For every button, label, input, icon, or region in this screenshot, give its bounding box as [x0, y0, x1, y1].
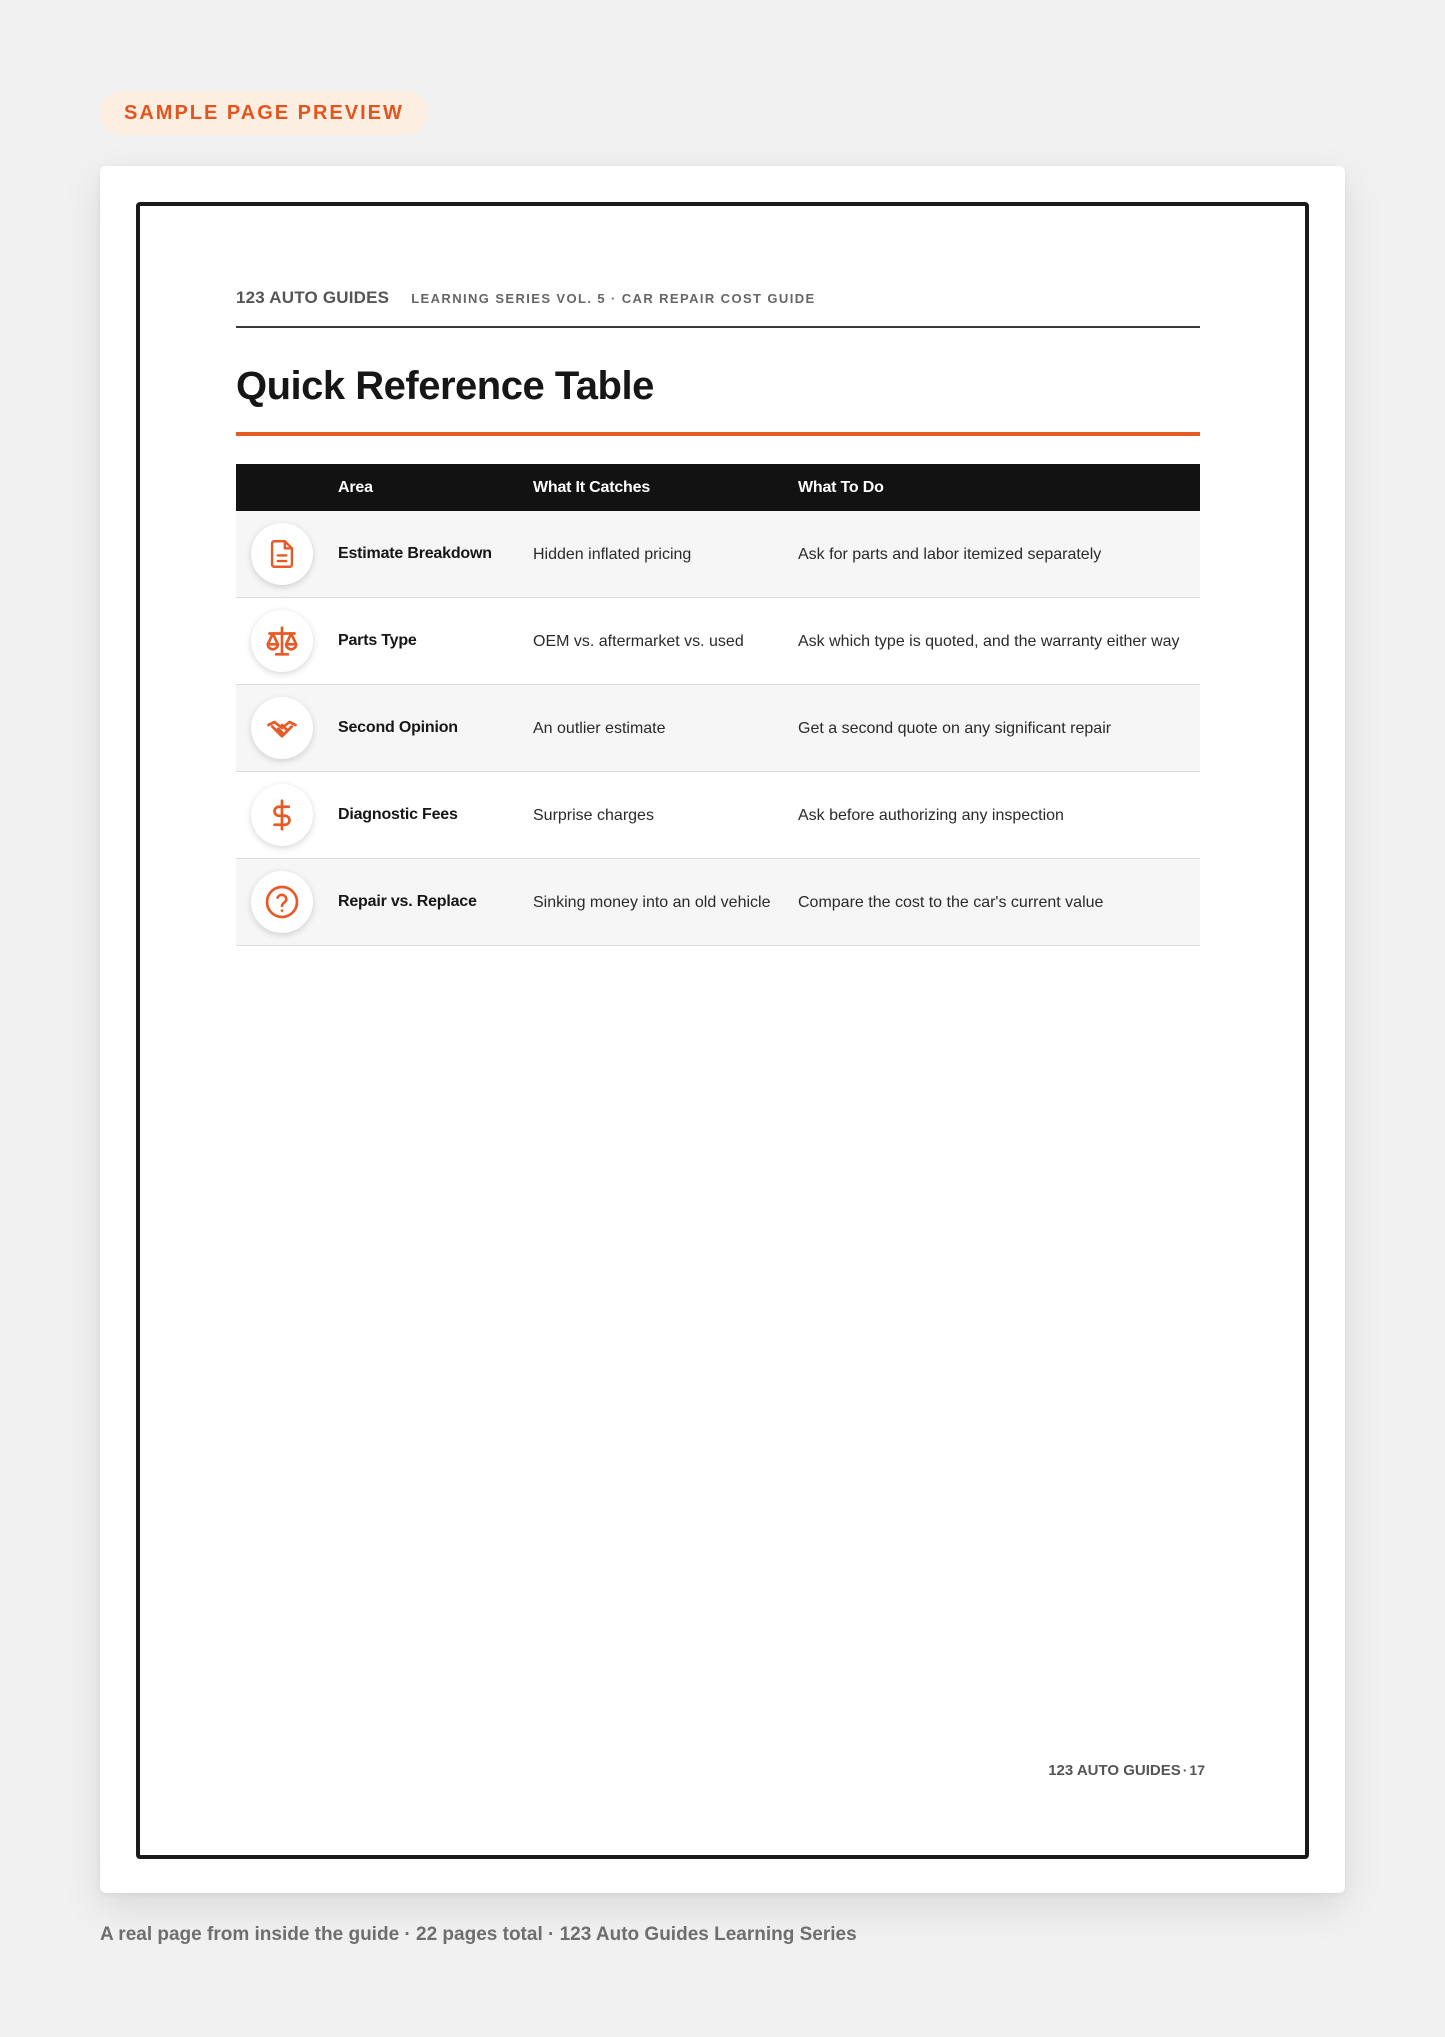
row-todo: Ask for parts and labor itemized separately: [798, 545, 1102, 563]
sample-preview-badge: SAMPLE PAGE PREVIEW: [100, 91, 428, 135]
header-brand: 123 AUTO GUIDES: [236, 288, 390, 307]
document-icon: [251, 523, 313, 585]
row-area: Diagnostic Fees: [338, 806, 458, 823]
footer-separator: ·: [1182, 1762, 1188, 1778]
page-footer: [1048, 1760, 1205, 1781]
question-icon: [251, 871, 313, 933]
column-header-area: Area: [338, 478, 373, 496]
row-area: Second Opinion: [338, 719, 458, 736]
title-rule: [236, 432, 1200, 436]
row-todo: Get a second quote on any significant repair: [798, 719, 1112, 737]
scale-icon: [251, 610, 313, 672]
quick-reference-table: [236, 464, 1200, 946]
row-area: Repair vs. Replace: [338, 893, 477, 910]
table-row: [236, 859, 1200, 946]
column-header-catches: What It Catches: [533, 478, 651, 496]
row-todo: Compare the cost to the car's current value: [798, 893, 1104, 911]
preview-caption: A real page from inside the guide · 22 pages total · 123 Auto Guides Learning Series: [100, 1924, 857, 1945]
table-header: [236, 464, 1200, 511]
preview-card: [100, 166, 1345, 1893]
row-catches: Hidden inflated pricing: [533, 545, 692, 563]
column-header-todo: What To Do: [798, 478, 884, 496]
table-row: [236, 772, 1200, 859]
row-catches: Sinking money into an old vehicle: [533, 893, 771, 911]
row-area: Parts Type: [338, 632, 417, 649]
handshake-icon: [251, 697, 313, 759]
row-todo: Ask before authorizing any inspection: [798, 806, 1064, 824]
row-todo: Ask which type is quoted, and the warranty either way: [798, 632, 1180, 650]
table-row: [236, 598, 1200, 685]
row-area: Estimate Breakdown: [338, 545, 492, 562]
footer-brand: 123 AUTO GUIDES: [1048, 1762, 1181, 1779]
page-title: Quick Reference Table: [236, 364, 654, 408]
running-header: [236, 288, 1200, 328]
table-row: [236, 685, 1200, 772]
row-catches: Surprise charges: [533, 806, 654, 824]
row-catches: An outlier estimate: [533, 719, 666, 737]
dollar-icon: [251, 784, 313, 846]
row-catches: OEM vs. aftermarket vs. used: [533, 632, 744, 650]
table-row: [236, 511, 1200, 598]
guide-page: [136, 202, 1309, 1859]
header-series: LEARNING SERIES VOL. 5 · CAR REPAIR COST GUIDE: [411, 291, 816, 306]
page-number: 17: [1189, 1762, 1205, 1778]
